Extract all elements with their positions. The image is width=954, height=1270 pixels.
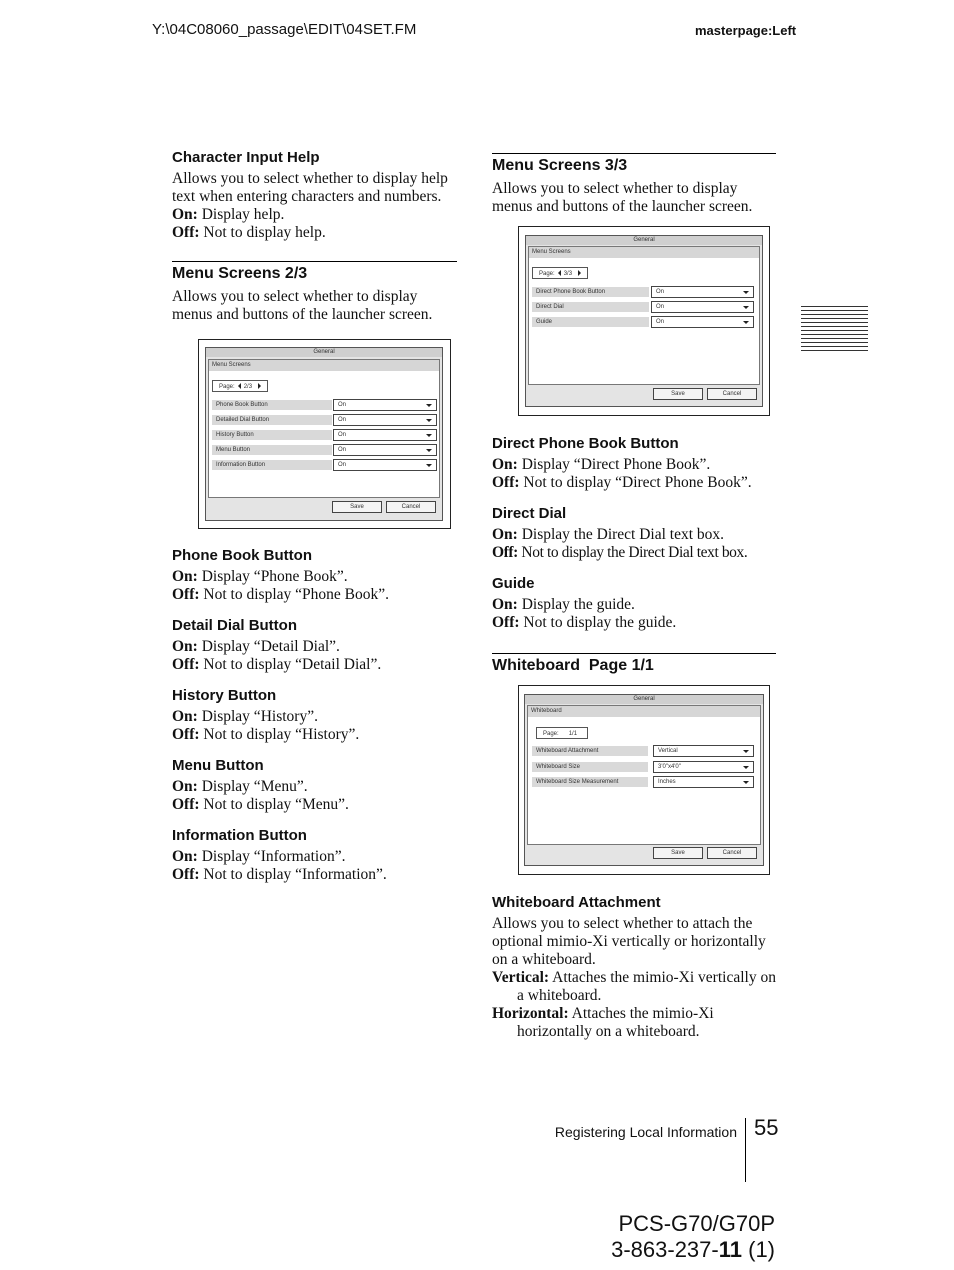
cancel-button[interactable]: Cancel xyxy=(707,847,757,859)
dropdown[interactable]: On xyxy=(333,459,437,471)
dialog-title: General xyxy=(526,236,762,245)
row-label: Direct Phone Book Button xyxy=(532,287,649,297)
on-line: On: Display “Phone Book”. xyxy=(172,568,348,585)
dropdown[interactable]: On xyxy=(651,316,754,328)
model-number xyxy=(611,1211,775,1263)
off-line: Off: Not to display “History”. xyxy=(172,726,360,743)
item-guide xyxy=(492,575,778,632)
file-path: Y:\04C08060_passage\EDIT\04SET.FM xyxy=(152,21,417,38)
off-line: Off: Not to display “Direct Phone Book”. xyxy=(492,474,752,491)
dropdown[interactable]: On xyxy=(333,414,437,426)
thumb-tab xyxy=(801,306,868,356)
on-line: On: Display “Information”. xyxy=(172,848,346,865)
off-line: Off: Not to display “Phone Book”. xyxy=(172,586,389,603)
screenshot-menu-screens-2-3 xyxy=(198,339,451,529)
dropdown[interactable]: Inches xyxy=(653,776,754,788)
page-indicator: Page: 1/1 xyxy=(536,727,588,739)
dropdown[interactable]: On xyxy=(651,286,754,298)
chevron-down-icon xyxy=(426,419,432,422)
section-rule xyxy=(172,261,457,262)
section-menu-screens-3-3 xyxy=(492,156,778,216)
item-phone-book-button xyxy=(172,547,458,604)
off-line: Off: Not to display “Information”. xyxy=(172,866,387,883)
next-page-icon[interactable] xyxy=(578,270,581,276)
save-button[interactable]: Save xyxy=(332,501,382,513)
dropdown[interactable]: 3'0"x4'0" xyxy=(653,761,754,773)
panel-header: Whiteboard xyxy=(528,706,760,717)
row-label: Whiteboard Size xyxy=(532,762,648,772)
heading: Menu Screens 2/3 xyxy=(172,265,308,282)
settings-panel xyxy=(527,705,761,845)
section-whiteboard xyxy=(492,656,778,675)
heading: Whiteboard Attachment xyxy=(492,894,661,911)
item-information-button xyxy=(172,827,458,884)
on-line: On: Display the guide. xyxy=(492,596,635,613)
chevron-down-icon xyxy=(743,766,749,769)
masterpage-label: masterpage:Left xyxy=(695,23,797,38)
settings-panel xyxy=(208,359,440,498)
section-character-input-help xyxy=(172,149,458,242)
item-direct-phone-book-button xyxy=(492,435,778,492)
vertical-line: Vertical: Attaches the mimio-Xi vertically on a whiteboard. xyxy=(492,969,776,1004)
save-button[interactable]: Save xyxy=(653,388,703,400)
page-selector[interactable]: Page: 2/3 xyxy=(212,380,268,392)
dialog-window xyxy=(525,235,763,407)
dialog-title: General xyxy=(206,348,442,357)
item-menu-button xyxy=(172,757,458,814)
on-line: On: Display “History”. xyxy=(172,708,318,725)
heading: Guide xyxy=(492,575,535,592)
footer-divider xyxy=(745,1118,746,1182)
row-label: History Button xyxy=(212,430,332,440)
dialog-window xyxy=(524,694,764,866)
item-direct-dial xyxy=(492,505,778,562)
page-number: 55 xyxy=(754,1115,779,1140)
items-right xyxy=(492,435,778,632)
on-line: On: Display help. xyxy=(172,206,285,223)
row-label: Direct Dial xyxy=(532,302,649,312)
dropdown[interactable]: On xyxy=(333,399,437,411)
off-line: Off: Not to display “Detail Dial”. xyxy=(172,656,382,673)
next-page-icon[interactable] xyxy=(258,383,261,389)
off-line: Off: Not to display the Direct Dial text box. xyxy=(492,544,748,561)
section-menu-screens-2-3 xyxy=(172,264,458,324)
heading: Whiteboard Page 1/1 xyxy=(492,657,654,674)
section-rule xyxy=(492,153,776,154)
item-history-button xyxy=(172,687,458,744)
off-line: Off: Not to display the guide. xyxy=(492,614,677,631)
heading: Menu Screens 3/3 xyxy=(492,157,628,174)
chevron-down-icon xyxy=(743,321,749,324)
chevron-down-icon xyxy=(743,306,749,309)
heading: Character Input Help xyxy=(172,149,320,166)
footer-section-title: Registering Local Information xyxy=(554,1124,737,1140)
chevron-down-icon xyxy=(426,434,432,437)
row-label: Guide xyxy=(532,317,649,327)
description: Allows you to select whether to display help text when entering characters and numbers. xyxy=(172,170,448,205)
settings-panel xyxy=(528,246,760,385)
chevron-down-icon xyxy=(426,404,432,407)
dialog-window xyxy=(205,347,443,521)
description: Allows you to select whether to attach the optional mimio-Xi vertically or horizontally on a whiteboard. xyxy=(492,915,766,968)
dialog-title: General xyxy=(525,695,763,704)
page-selector[interactable]: Page: 3/3 xyxy=(532,267,588,279)
cancel-button[interactable]: Cancel xyxy=(707,388,757,400)
chevron-down-icon xyxy=(426,449,432,452)
row-label: Whiteboard Size Measurement xyxy=(532,777,648,787)
heading: Phone Book Button xyxy=(172,547,312,564)
heading: History Button xyxy=(172,687,277,704)
screenshot-whiteboard xyxy=(518,685,770,875)
off-line: Off: Not to display help. xyxy=(172,224,326,241)
heading: Menu Button xyxy=(172,757,264,774)
row-label: Whiteboard Attachment xyxy=(532,746,648,756)
description: Allows you to select whether to display menus and buttons of the launcher screen. xyxy=(172,288,433,323)
chevron-down-icon xyxy=(743,781,749,784)
on-line: On: Display “Direct Phone Book”. xyxy=(492,456,711,473)
chevron-down-icon xyxy=(743,750,749,753)
prev-page-icon[interactable] xyxy=(558,270,561,276)
row-label: Phone Book Button xyxy=(212,400,332,410)
heading: Information Button xyxy=(172,827,307,844)
on-line: On: Display “Detail Dial”. xyxy=(172,638,340,655)
section-rule xyxy=(492,653,776,654)
off-line: Off: Not to display “Menu”. xyxy=(172,796,349,813)
on-line: On: Display “Menu”. xyxy=(172,778,308,795)
horizontal-line: Horizontal: Attaches the mimio-Xi horizontally on a whiteboard. xyxy=(492,1005,714,1040)
on-line: On: Display the Direct Dial text box. xyxy=(492,526,725,543)
screenshot-menu-screens-3-3 xyxy=(518,226,770,416)
panel-header: Menu Screens xyxy=(209,360,439,371)
row-label: Detailed Dial Button xyxy=(212,415,332,425)
row-label: Menu Button xyxy=(212,445,332,455)
save-button[interactable]: Save xyxy=(653,847,703,859)
chevron-down-icon xyxy=(743,291,749,294)
chevron-down-icon xyxy=(426,464,432,467)
dropdown[interactable]: On xyxy=(333,429,437,441)
heading: Detail Dial Button xyxy=(172,617,298,634)
dropdown[interactable]: On xyxy=(651,301,754,313)
model-line-2: 3-863-237-11 (1) xyxy=(611,1237,775,1262)
prev-page-icon[interactable] xyxy=(238,383,241,389)
item-detail-dial-button xyxy=(172,617,458,674)
model-line-1: PCS-G70/G70P xyxy=(618,1211,775,1236)
cancel-button[interactable]: Cancel xyxy=(386,501,436,513)
items-left xyxy=(172,547,458,884)
section-whiteboard-attachment xyxy=(492,894,778,1041)
panel-header: Menu Screens xyxy=(529,247,759,258)
description: Allows you to select whether to display menus and buttons of the launcher screen. xyxy=(492,180,753,215)
dropdown[interactable]: Vertical xyxy=(653,745,754,757)
dropdown[interactable]: On xyxy=(333,444,437,456)
row-label: Information Button xyxy=(212,460,332,470)
heading: Direct Phone Book Button xyxy=(492,435,679,452)
heading: Direct Dial xyxy=(492,505,567,522)
